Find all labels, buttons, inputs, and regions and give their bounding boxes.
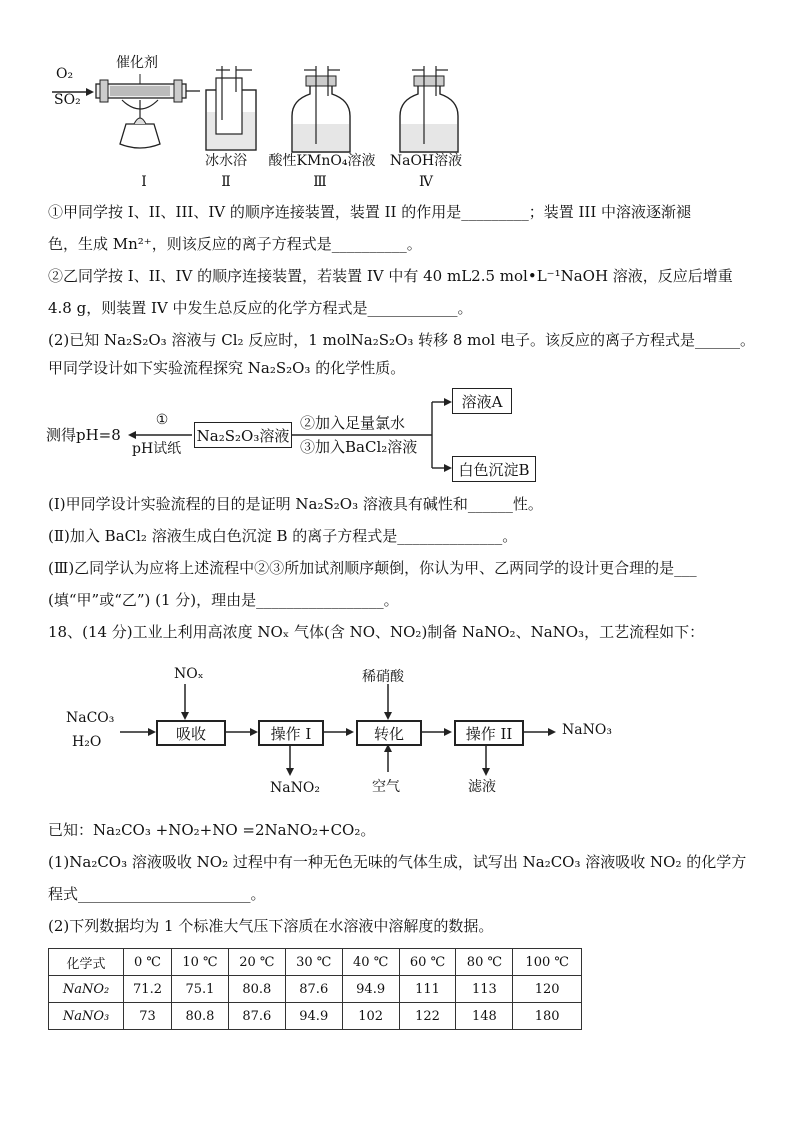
q17-part2-line1: ②乙同学按 I、II、IV 的顺序连接装置，若装置 IV 中有 40 mL2.5 mol•L⁻¹NaOH 溶液，反应后增重 (48, 267, 733, 285)
apparatus-4-label: NaOH溶液 (389, 153, 463, 169)
table-cell: 71.2 (124, 976, 172, 1003)
step1-number: ① (155, 412, 169, 428)
q17-part3-line1: (2)已知 Na₂S₂O₃ 溶液与 Cl₂ 反应时，1 molNa₂S₂O₃ 转移 8 mol 电子。该反应的离子方程式是______。 (48, 331, 756, 349)
table-cell: 111 (399, 976, 456, 1003)
table-cell: 94.9 (342, 976, 399, 1003)
input-dilute-nitric-acid: 稀硝酸 (362, 669, 404, 685)
table-cell: 75.1 (172, 976, 229, 1003)
apparatus-2-number: Ⅱ (221, 174, 231, 190)
q18-part2: (2)下列数据均为 1 个标准大气压下溶质在水溶液中溶解度的数据。 (48, 917, 494, 935)
precipitate-b-box: 白色沉淀B (452, 456, 536, 482)
table-row (49, 976, 582, 1003)
table-cell: 73 (124, 1003, 172, 1030)
input-naco3: NaCO₃ (66, 710, 115, 726)
table-header-cell: 100 ℃ (513, 949, 582, 976)
q18-part1-line2: 程式_______________________。 (48, 885, 266, 903)
table-cell: 148 (456, 1003, 513, 1030)
table-header-cell: 60 ℃ (399, 949, 456, 976)
output-filtrate: 滤液 (468, 779, 496, 795)
operation-2-box: 操作 II (454, 720, 524, 746)
gas-o2-label: O₂ (56, 66, 74, 82)
solution-a-box: 溶液A (452, 388, 512, 414)
absorb-box: 吸收 (156, 720, 226, 746)
ph-result: 测得pH=8 (46, 426, 121, 444)
table-header-cell: 20 ℃ (228, 949, 285, 976)
convert-box: 转化 (356, 720, 422, 746)
table-row-label: NaNO₂ (49, 976, 124, 1003)
apparatus-1-number: Ⅰ (141, 174, 147, 190)
q17-part1-line2: 色，生成 Mn²⁺，则该反应的离子方程式是__________。 (48, 235, 422, 253)
step1-label: pH试纸 (132, 441, 182, 457)
table-cell: 87.6 (228, 1003, 285, 1030)
catalyst-label: 催化剂 (116, 55, 158, 71)
na2s2o3-box: Na₂S₂O₃溶液 (194, 422, 292, 448)
table-header-cell: 80 ℃ (456, 949, 513, 976)
table-cell: 87.6 (285, 976, 342, 1003)
table-header-cell: 40 ℃ (342, 949, 399, 976)
q17b-part-iii-line1: (Ⅲ)乙同学认为应将上述流程中②③所加试剂顺序颠倒，你认为甲、乙两同学的设计更合理的是___ (48, 559, 697, 577)
q17b-part-ii: (Ⅱ)加入 BaCl₂ 溶液生成白色沉淀 B 的离子方程式是______________。 (48, 527, 518, 545)
table-header-cell: 0 ℃ (124, 949, 172, 976)
table-header-cell: 化学式 (49, 949, 124, 976)
q17b-part-i: (Ⅰ)甲同学设计实验流程的目的是证明 Na₂S₂O₃ 溶液具有碱性和______性。 (48, 495, 543, 513)
table-cell: 122 (399, 1003, 456, 1030)
table-cell: 180 (513, 1003, 582, 1030)
operation-1-box: 操作 I (258, 720, 324, 746)
apparatus-3-number: Ⅲ (313, 174, 327, 190)
q17-part3-line2: 甲同学设计如下实验流程探究 Na₂S₂O₃ 的化学性质。 (48, 359, 406, 377)
apparatus-4-number: Ⅳ (419, 174, 433, 190)
apparatus-2-label: 冰水浴 (205, 153, 247, 169)
table-cell: 102 (342, 1003, 399, 1030)
q18-known: 已知：Na₂CO₃ +NO₂+NO =2NaNO₂+CO₂。 (48, 821, 376, 839)
table-cell: 80.8 (228, 976, 285, 1003)
table-header-cell: 10 ℃ (172, 949, 229, 976)
flowchart-2-arrows (40, 660, 640, 800)
q17-part2-line2: 4.8 g，则装置 IV 中发生总反应的化学方程式是____________。 (48, 299, 473, 317)
step2-label: ②加入足量氯水 (300, 414, 406, 432)
solubility-table (48, 948, 582, 1030)
q17-part1-line1: ①甲同学按 I、II、III、IV 的顺序连接装置，装置 II 的作用是_________；装置 III 中溶液逐渐褪 (48, 203, 692, 221)
table-row (49, 1003, 582, 1030)
table-row-label: NaNO₃ (49, 1003, 124, 1030)
output-nano2: NaNO₂ (270, 780, 320, 796)
q18-part1-line1: (1)Na₂CO₃ 溶液吸收 NO₂ 过程中有一种无色无味的气体生成，试写出 Na₂CO₃ 溶液吸收 NO₂ 的化学方 (48, 853, 747, 871)
input-air: 空气 (372, 779, 400, 795)
input-h2o: H₂O (72, 734, 102, 750)
apparatus-3-label: 酸性KMnO₄溶液 (268, 153, 376, 169)
table-header-row (49, 949, 582, 976)
table-cell: 113 (456, 976, 513, 1003)
table-cell: 80.8 (172, 1003, 229, 1030)
table-header-cell: 30 ℃ (285, 949, 342, 976)
step3-label: ③加入BaCl₂溶液 (300, 438, 418, 456)
table-cell: 94.9 (285, 1003, 342, 1030)
q17b-part-iii-line2: (填“甲”或“乙”) (1 分)，理由是_________________。 (48, 591, 399, 609)
gas-so2-label: SO₂ (54, 92, 81, 108)
q18-title: 18、(14 分)工业上利用高浓度 NOₓ 气体(含 NO、NO₂)制备 NaNO₂、NaNO₃，工艺流程如下： (48, 623, 705, 641)
output-nano3: NaNO₃ (562, 722, 612, 738)
input-nox: NOₓ (174, 666, 204, 682)
table-cell: 120 (513, 976, 582, 1003)
